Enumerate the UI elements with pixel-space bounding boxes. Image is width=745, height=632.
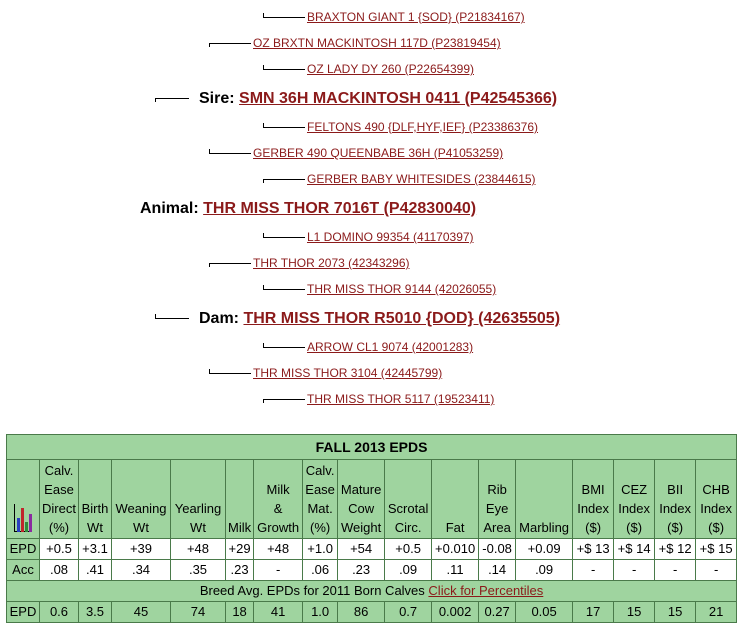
pedigree-link-sire-sire[interactable]: OZ BRXTN MACKINTOSH 117D (P23819454) [253,36,501,50]
pedigree-tick [263,13,264,17]
pedigree-tick [155,98,156,102]
dam-label: Dam: [199,310,240,327]
pedigree-link-dam-sire-sire[interactable]: L1 DOMINO 99354 (41170397) [307,230,474,244]
epd-value: +39 [112,539,171,560]
pedigree-link-sire-dam-sire[interactable]: FELTONS 490 {DLF,HYF,IEF} (P23386376) [307,120,539,134]
animal-label: Animal: [140,200,199,217]
epd-header-calving-ease-direct: Calv. Ease Direct (%) [40,460,79,539]
epd-value: +$ 15 [696,539,737,560]
breed-avg-value: 0.6 [40,602,79,623]
epd-value: +48 [171,539,226,560]
breed-avg-value: 15 [655,602,696,623]
breed-avg-cell [7,581,737,602]
pedigree-line [263,69,305,70]
breed-avg-value: 86 [338,602,385,623]
pedigree-line [209,153,251,154]
epd-title-row [7,435,737,460]
epd-header-birth-weight: Birth Wt [79,460,112,539]
epd-table [6,434,737,623]
epd-header-chb-index: CHB Index ($) [696,460,737,539]
acc-value: .08 [40,560,79,581]
pedigree-tick [263,343,264,347]
sire-label: Sire: [199,90,235,107]
acc-value: - [573,560,614,581]
epd-value: -0.08 [479,539,516,560]
breed-avg-value: 74 [171,602,226,623]
epd-header-rib-eye-area: Rib Eye Area [479,460,516,539]
epd-value: +54 [338,539,385,560]
epd-value: +0.010 [432,539,479,560]
animal-row [140,199,476,219]
acc-value: .11 [432,560,479,581]
epd-value: +1.0 [303,539,338,560]
pedigree-link-sire-sire-dam[interactable]: OZ LADY DY 260 (P22654399) [307,62,474,76]
breed-avg-value: 0.27 [479,602,516,623]
acc-value: - [655,560,696,581]
epd-value: +0.5 [385,539,432,560]
epd-header-milk-growth: Milk & Growth [254,460,303,539]
breed-avg-values-row [7,602,737,623]
epd-row-label: EPD [7,539,40,560]
acc-value: - [696,560,737,581]
breed-avg-value: 17 [573,602,614,623]
pedigree-line [263,17,305,18]
percentiles-link[interactable]: Click for Percentiles [428,583,544,598]
epd-value: +3.1 [79,539,112,560]
pedigree-tick [263,233,264,237]
epd-value: +0.09 [516,539,573,560]
breed-avg-title-row [7,581,737,602]
sire-row [199,89,557,109]
epd-values-row [7,539,737,560]
acc-value: - [254,560,303,581]
acc-value: .23 [226,560,254,581]
pedigree-link-dam-sire[interactable]: THR THOR 2073 (42343296) [253,256,410,270]
epd-header-yearling-weight: Yearling Wt [171,460,226,539]
epd-header-mature-cow-weight: Mature Cow Weight [338,460,385,539]
epd-header-cez-index: CEZ Index ($) [614,460,655,539]
pedigree-line [155,318,189,319]
acc-value: .06 [303,560,338,581]
epd-header-scrotal-circ: Scrotal Circ. [385,460,432,539]
breed-avg-value: 18 [226,602,254,623]
epd-header-bii-index: BII Index ($) [655,460,696,539]
pedigree-link-sire-dam-dam[interactable]: GERBER BABY WHITESIDES (23844615) [307,172,536,186]
pedigree-link-dam-dam[interactable]: THR MISS THOR 3104 (42445799) [253,366,443,380]
breed-avg-row-label: EPD [7,602,40,623]
epd-value: +$ 13 [573,539,614,560]
pedigree-link-sire-sire-sire[interactable]: BRAXTON GIANT 1 {SOD} (P21834167) [307,10,525,24]
epd-header-milk: Milk [226,460,254,539]
animal-link[interactable]: THR MISS THOR 7016T (P42830040) [203,200,477,217]
breed-avg-value: 21 [696,602,737,623]
pedigree-tick [209,369,210,373]
pedigree-line [209,263,251,264]
acc-value: .23 [338,560,385,581]
epd-header-marbling: Marbling [516,460,573,539]
pedigree-link-dam-dam-sire[interactable]: ARROW CL1 9074 (42001283) [307,340,474,354]
breed-avg-value: 45 [112,602,171,623]
breed-avg-value: 0.05 [516,602,573,623]
epd-value: +29 [226,539,254,560]
pedigree-tick [263,399,264,403]
dam-link[interactable]: THR MISS THOR R5010 {DOD} (42635505) [243,310,561,327]
breed-avg-text: Breed Avg. EPDs for 2011 Born Calves [199,583,425,598]
pedigree-line [263,399,305,400]
pedigree-tick [263,285,264,289]
acc-value: - [614,560,655,581]
dam-row [199,309,560,329]
epd-value: +$ 12 [655,539,696,560]
pedigree-tick [209,149,210,153]
epd-header-fat: Fat [432,460,479,539]
breed-avg-value: 0.002 [432,602,479,623]
pedigree-tick [263,179,264,183]
pedigree-line [209,373,251,374]
pedigree-line [155,98,189,99]
pedigree-link-dam-sire-dam[interactable]: THR MISS THOR 9144 (42026055) [307,282,497,296]
breed-avg-value: 15 [614,602,655,623]
epd-value: +48 [254,539,303,560]
pedigree-link-sire-dam[interactable]: GERBER 490 QUEENBABE 36H (P41053259) [253,146,504,160]
epd-value: +0.5 [40,539,79,560]
pedigree-line [263,347,305,348]
breed-avg-value: 41 [254,602,303,623]
epd-header-row [7,460,737,539]
acc-value: .34 [112,560,171,581]
pedigree-tick [263,65,264,69]
breed-avg-value: 0.7 [385,602,432,623]
acc-value: .09 [516,560,573,581]
breed-avg-value: 1.0 [303,602,338,623]
pedigree-tick [209,43,210,47]
sire-link[interactable]: SMN 36H MACKINTOSH 0411 (P42545366) [239,90,558,107]
pedigree-tick [209,263,210,267]
acc-value: .35 [171,560,226,581]
pedigree-line [263,127,305,128]
acc-value: .09 [385,560,432,581]
breed-avg-value: 3.5 [79,602,112,623]
pedigree-link-dam-dam-dam[interactable]: THR MISS THOR 5117 (19523411) [307,392,495,406]
epd-header-bmi-index: BMI Index ($) [573,460,614,539]
pedigree-line [263,179,305,180]
acc-row-label: Acc [7,560,40,581]
pedigree-tick [155,314,156,318]
acc-value: .14 [479,560,516,581]
pedigree-line [263,289,305,290]
epd-value: +$ 14 [614,539,655,560]
acc-value: .41 [79,560,112,581]
pedigree-tick [263,123,264,127]
pedigree-line [209,43,251,44]
bar-chart-icon[interactable] [14,504,32,532]
epd-header-weaning-weight: Weaning Wt [112,460,171,539]
epd-chart-cell[interactable] [7,460,40,539]
pedigree-line [263,237,305,238]
acc-values-row [7,560,737,581]
epd-title: FALL 2013 EPDS [7,435,737,460]
epd-header-calving-ease-maternal: Calv. Ease Mat. (%) [303,460,338,539]
